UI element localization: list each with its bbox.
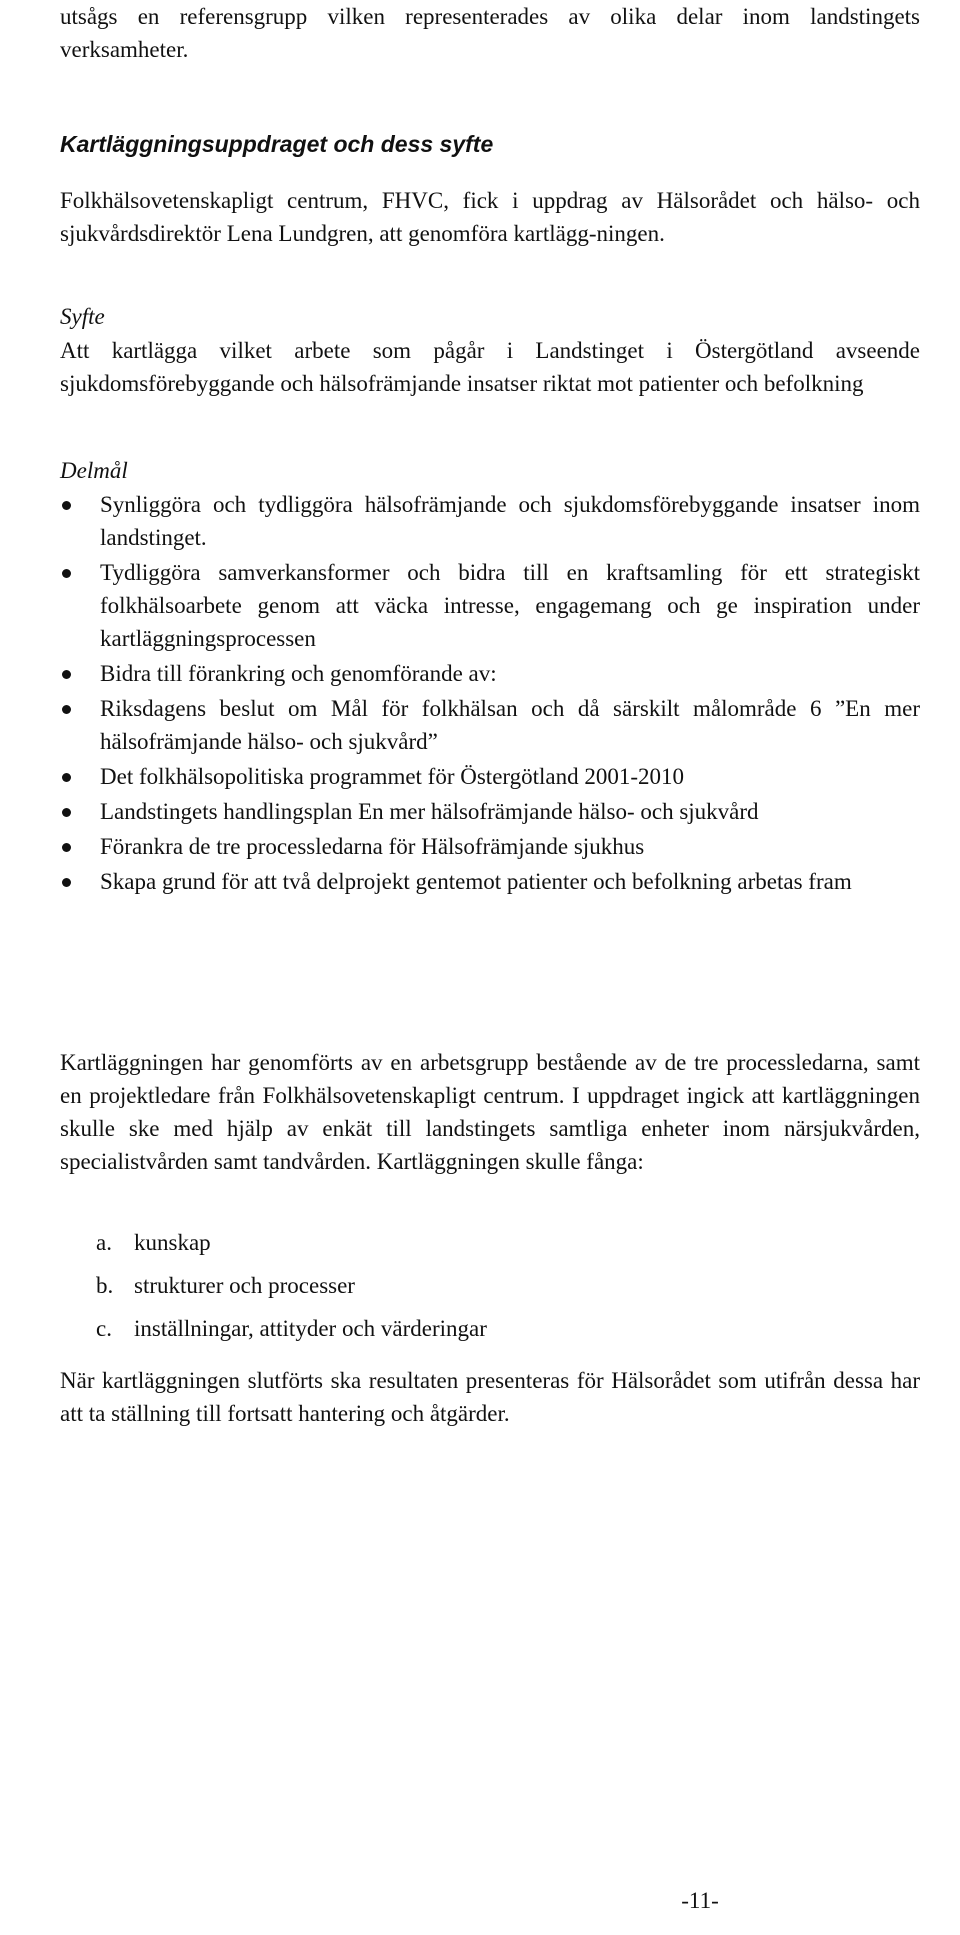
goal-text: Bidra till förankring och genomförande av:	[100, 661, 497, 686]
goal-text: Skapa grund för att två delprojekt gentemot patienter och befolkning arbetas fram	[100, 869, 852, 894]
bullet-icon	[62, 705, 71, 714]
bullet-icon	[62, 501, 71, 510]
goal-item	[60, 488, 920, 554]
capture-item	[60, 1226, 920, 1259]
capture-item	[60, 1269, 920, 1302]
bullet-icon	[62, 843, 71, 852]
bullet-icon	[62, 773, 71, 782]
goals-heading: Delmål	[60, 458, 128, 483]
goal-item	[60, 865, 920, 898]
goal-text: Synliggöra och tydliggöra hälsofrämjande och sjukdomsförebyggande insatser inom landstinget.	[100, 492, 920, 550]
goal-item	[60, 760, 920, 793]
bullet-icon	[62, 878, 71, 887]
bullet-icon	[62, 670, 71, 679]
capture-marker: c.	[96, 1316, 112, 1341]
goals-list	[60, 488, 920, 898]
capture-item	[60, 1312, 920, 1345]
goal-text: Tydliggöra samverkansformer och bidra till en kraftsamling för ett strategiskt folkhälsoarbete genom att väcka intresse, engagemang och ge inspiration under kartläggningsprocessen	[100, 560, 920, 651]
capture-marker: b.	[96, 1273, 114, 1298]
purpose-text: Att kartlägga vilket arbete som pågår i Landstinget i Östergötland avseende sjukdomsförebyggande och hälsofrämjande insatser riktat mot patienter och befolkning	[60, 338, 920, 396]
page-footer	[0, 1886, 960, 1916]
assignment-paragraph: Folkhälsovetenskapligt centrum, FHVC, fick i uppdrag av Hälsorådet och hälso- och sjukvårdsdirektör Lena Lundgren, att genomföra kartlägg-ningen.	[60, 188, 920, 246]
goal-item	[60, 795, 920, 828]
goal-text: Landstingets handlingsplan En mer hälsofrämjande hälso- och sjukvård	[100, 799, 759, 824]
method-paragraph: Kartläggningen har genomförts av en arbetsgrupp bestående av de tre processledarna, samt en projektledare från Folkhälsovetenskapligt centrum. I uppdraget ingick att kartläggningen skulle ske med hjälp av enkät till landstingets samtliga enheter inom närsjukvården, specialistvården samt tandvården. Kartläggningen skulle fånga:	[60, 1050, 920, 1174]
purpose-heading: Syfte	[60, 304, 105, 329]
capture-text: inställningar, attityder och värderingar	[134, 1316, 487, 1341]
section-heading: Kartläggningsuppdraget och dess syfte	[60, 131, 494, 157]
page-number: -11-	[681, 1888, 719, 1913]
capture-list	[60, 1226, 920, 1345]
goal-text: Riksdagens beslut om Mål för folkhälsan och då särskilt målområde 6 ”En mer hälsofrämjande hälso- och sjukvård”	[100, 696, 920, 754]
capture-marker: a.	[96, 1230, 112, 1255]
bullet-icon	[62, 808, 71, 817]
goal-text: Förankra de tre processledarna för Hälsofrämjande sjukhus	[100, 834, 645, 859]
goal-text: Det folkhälsopolitiska programmet för Östergötland 2001-2010	[100, 764, 685, 789]
goal-item	[60, 830, 920, 863]
goal-item	[60, 692, 920, 758]
closing-paragraph: När kartläggningen slutförts ska resultaten presenteras för Hälsorådet som utifrån dessa har att ta ställning till fortsatt hantering och åtgärder.	[60, 1368, 920, 1426]
capture-text: kunskap	[134, 1230, 211, 1255]
intro-tail-paragraph: utsågs en referensgrupp vilken representerades av olika delar inom landstingets verksamheter.	[60, 4, 920, 62]
bullet-icon	[62, 569, 71, 578]
goal-item	[60, 657, 920, 690]
goal-item	[60, 556, 920, 655]
capture-text: strukturer och processer	[134, 1273, 355, 1298]
